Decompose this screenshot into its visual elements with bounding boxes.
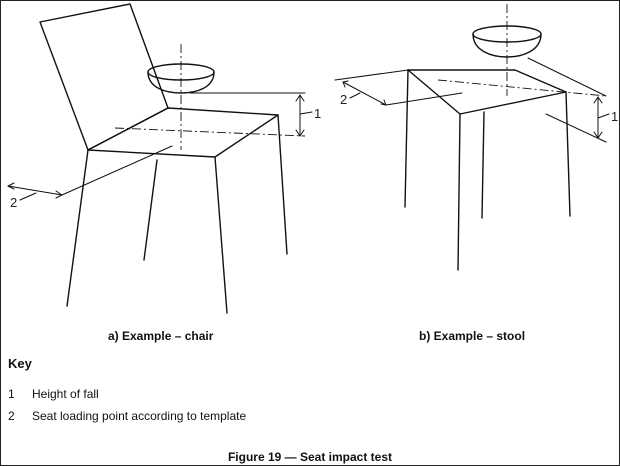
chair-callout-loading-point: 2 (10, 195, 18, 210)
chair-callout-height: 1 (314, 106, 322, 121)
figure-title: Figure 19 — Seat impact test (227, 450, 393, 464)
key-item-text: Seat loading point according to template (32, 409, 247, 423)
key-item (8, 409, 246, 423)
stool-leg (405, 70, 408, 207)
chair-drawing (8, 4, 312, 313)
stool-seat (408, 70, 566, 114)
stool-leg (458, 114, 460, 270)
key-title: Key (8, 356, 32, 371)
stool-callout-loading-point: 2 (340, 92, 348, 107)
chair-leg (144, 160, 157, 260)
chair-seat (88, 108, 278, 157)
stool-drawing (335, 26, 609, 270)
stool-leg (566, 92, 570, 216)
chair-leg (67, 150, 88, 306)
stool-leg (482, 112, 484, 218)
key-item-number: 2 (8, 409, 15, 423)
chair-leg (278, 115, 287, 254)
key-item-text: Height of fall (32, 387, 99, 401)
stool-caption: b) Example – stool (419, 329, 526, 343)
chair-caption: a) Example – chair (108, 329, 214, 343)
stool-callout-height: 1 (611, 109, 619, 124)
key-item-number: 1 (8, 387, 15, 401)
chair-leg (215, 157, 227, 313)
key-item (8, 387, 99, 401)
